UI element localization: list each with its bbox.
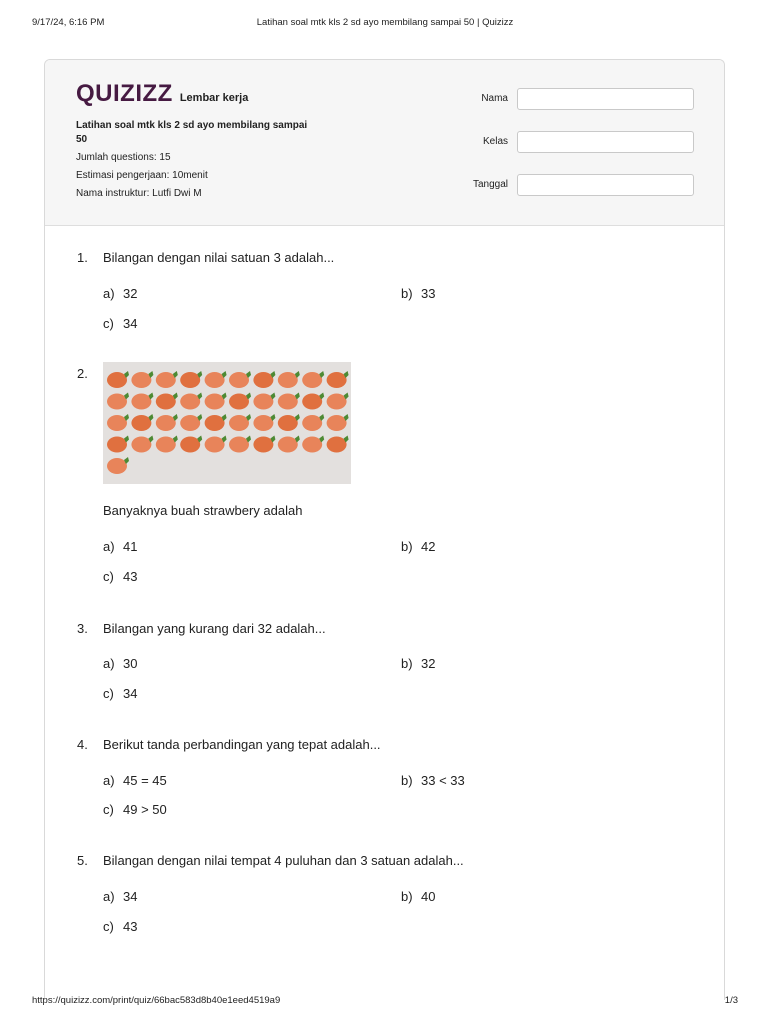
class-label: Kelas — [482, 136, 508, 147]
question-1-option-c — [103, 316, 137, 331]
worksheet — [44, 59, 725, 1000]
option-text: 33 — [421, 286, 436, 301]
question-1-text: Bilangan dengan nilai satuan 3 adalah... — [103, 250, 335, 265]
question-2-text: Banyaknya buah strawbery adalah — [103, 503, 303, 518]
estimate-time: Estimasi pengerjaan: 10menit — [76, 170, 208, 181]
option-letter: b) — [401, 539, 413, 554]
worksheet-header — [45, 60, 724, 226]
option-letter: a) — [103, 286, 115, 301]
question-2-number: 2. — [77, 366, 88, 381]
option-text: 41 — [123, 539, 138, 554]
question-2-option-a — [103, 539, 137, 554]
quizizz-logo — [76, 80, 248, 108]
question-3-option-c — [103, 686, 137, 701]
option-letter: b) — [401, 889, 413, 904]
question-4-option-c — [103, 802, 167, 817]
quiz-title: Latihan soal mtk kls 2 sd ayo membilang sampai 50 — [76, 120, 308, 145]
instructor-name: Nama instruktur: Lutfi Dwi M — [76, 188, 202, 199]
print-doc-title: Latihan soal mtk kls 2 sd ayo membilang sampai 50 | Quizizz — [256, 17, 514, 28]
question-2-option-b — [401, 539, 435, 554]
print-datetime: 9/17/24, 6:16 PM — [32, 17, 105, 28]
question-3-option-a — [103, 656, 137, 671]
option-letter: b) — [401, 656, 413, 671]
brand-logo-text: QUIZIZZ — [76, 80, 173, 107]
question-count: Jumlah questions: 15 — [76, 152, 171, 163]
option-letter: b) — [401, 773, 413, 788]
option-letter: c) — [103, 569, 114, 584]
option-text: 33 < 33 — [421, 773, 465, 788]
option-text: 43 — [123, 919, 138, 934]
question-3-number: 3. — [77, 621, 88, 636]
option-letter: c) — [103, 919, 114, 934]
option-text: 42 — [421, 539, 436, 554]
option-text: 34 — [123, 686, 138, 701]
option-letter: b) — [401, 286, 413, 301]
option-text: 32 — [421, 656, 436, 671]
question-2-option-c — [103, 569, 137, 584]
question-1-option-b — [401, 286, 435, 301]
question-5-option-a — [103, 889, 137, 904]
strawberry-photo — [103, 362, 351, 484]
question-5-option-c — [103, 919, 137, 934]
question-4-text: Berikut tanda perbandingan yang tepat adalah... — [103, 737, 381, 752]
date-field[interactable] — [517, 174, 694, 196]
option-letter: a) — [103, 656, 115, 671]
print-url: https://quizizz.com/print/quiz/66bac583d8b40e1eed4519a9 — [32, 995, 281, 1006]
option-letter: a) — [103, 539, 115, 554]
question-4-option-a — [103, 773, 167, 788]
question-5-text: Bilangan dengan nilai tempat 4 puluhan dan 3 satuan adalah... — [103, 853, 464, 868]
question-1-number: 1. — [77, 250, 88, 265]
question-3-text: Bilangan yang kurang dari 32 adalah... — [103, 621, 326, 636]
date-label: Tanggal — [472, 179, 508, 190]
option-text: 40 — [421, 889, 436, 904]
sheet-label: Lembar kerja — [179, 92, 249, 104]
option-text: 32 — [123, 286, 138, 301]
option-letter: c) — [103, 686, 114, 701]
option-letter: a) — [103, 889, 115, 904]
option-text: 34 — [123, 889, 138, 904]
option-text: 49 > 50 — [123, 802, 167, 817]
question-4-option-b — [401, 773, 465, 788]
question-3-option-b — [401, 656, 435, 671]
option-text: 45 = 45 — [123, 773, 167, 788]
print-header — [32, 17, 738, 31]
question-5-number: 5. — [77, 853, 88, 868]
question-1-option-a — [103, 286, 137, 301]
name-field[interactable] — [517, 88, 694, 110]
option-text: 43 — [123, 569, 138, 584]
name-label: Nama — [481, 93, 508, 104]
page-number: 1/3 — [724, 995, 738, 1006]
class-field[interactable] — [517, 131, 694, 153]
option-letter: c) — [103, 802, 114, 817]
option-letter: a) — [103, 773, 115, 788]
option-text: 30 — [123, 656, 138, 671]
option-text: 34 — [123, 316, 138, 331]
question-5-option-b — [401, 889, 435, 904]
question-4-number: 4. — [77, 737, 88, 752]
print-footer — [32, 995, 738, 1009]
option-letter: c) — [103, 316, 114, 331]
